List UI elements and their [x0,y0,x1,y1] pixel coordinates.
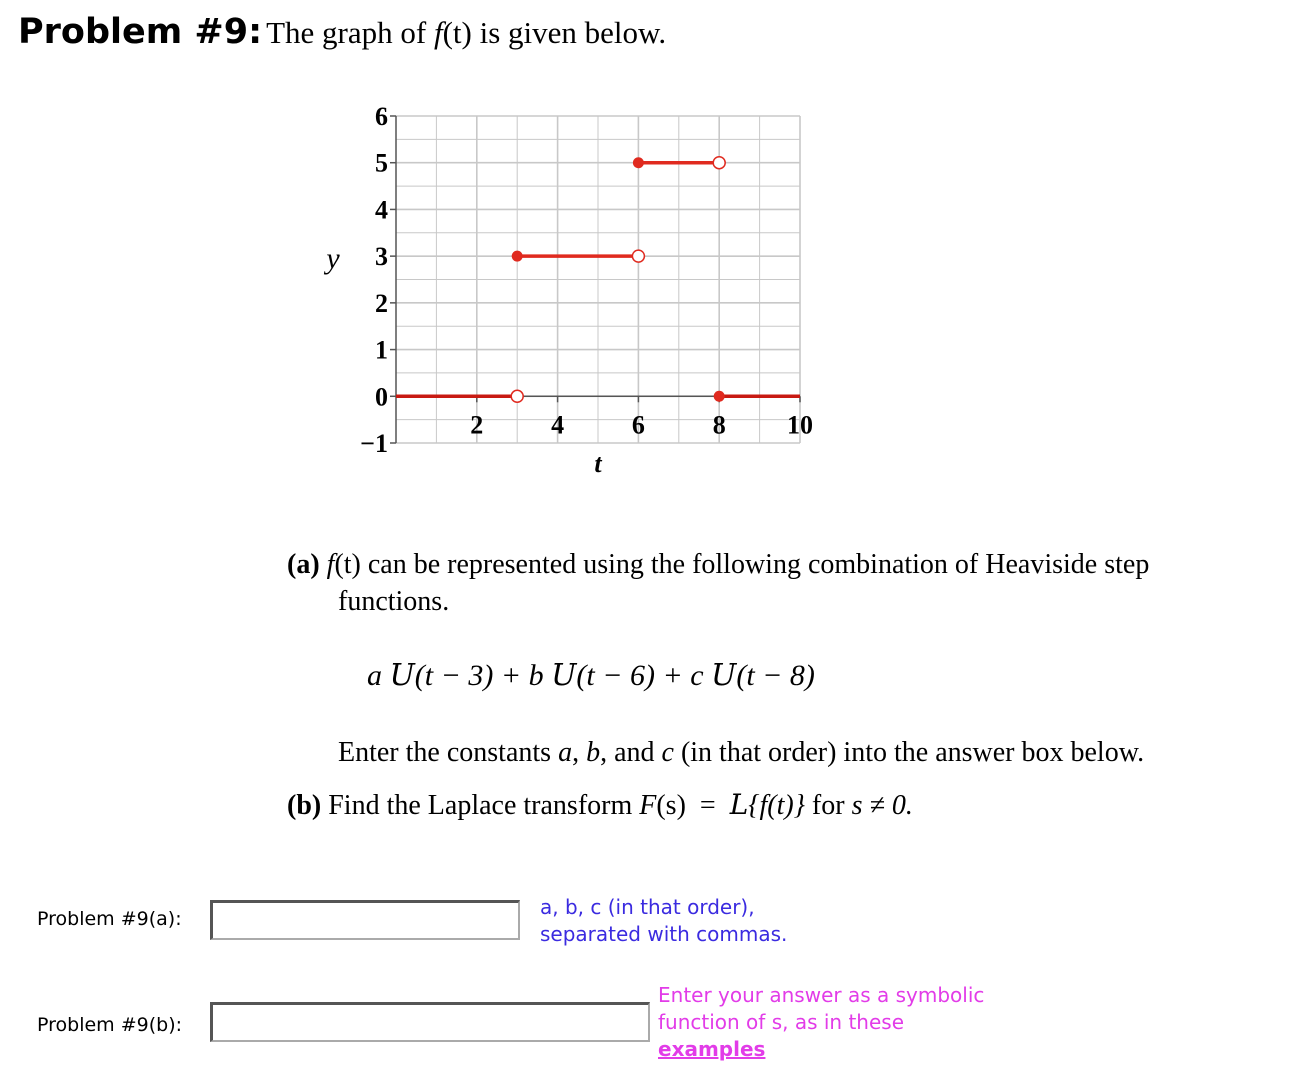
closed-endpoint [633,157,644,168]
answer-a-label: Problem #9(a): [37,908,182,930]
x-axis-label: t [594,449,602,478]
examples-link[interactable]: examples [658,1037,766,1061]
part-a-label: (a) [287,549,320,580]
y-tick-label: 5 [375,148,388,178]
part-a-instruction: Enter the constants a, b, and c (in that order) into the answer box below. [338,737,1145,768]
x-tick-label: 6 [631,410,645,440]
closed-endpoint [714,391,725,402]
x-tick-label: 4 [551,410,565,440]
answer-b-hint: Enter your answer as a symbolic function of s, as in these examples [658,983,985,1061]
open-endpoint [713,157,725,169]
open-endpoint [511,390,523,402]
answer-b-label: Problem #9(b): [37,1014,183,1036]
grid [390,116,800,443]
function-graph [0,0,1301,500]
y-tick-label: 4 [375,195,388,225]
part-b-label: (b) [287,790,322,821]
problem-number: Problem #9: [18,12,263,52]
y-tick-label: 6 [375,102,388,131]
y-tick-label: 1 [375,335,388,365]
x-tick-label: 2 [470,410,484,440]
y-tick-label: 3 [375,242,388,272]
part-b-statement: (b) Find the Laplace transform F(s) = L{f(t)} for s ≠ 0. [287,788,913,821]
closed-endpoint [512,251,523,262]
answer-a-input[interactable] [210,900,520,940]
open-endpoint [632,250,644,262]
x-tick-label: 8 [712,410,726,440]
part-a-statement: (a) f(t) can be represented using the following combination of Heaviside step [287,549,1150,580]
y-tick-label: 0 [375,382,388,412]
heaviside-formula: a U(t − 3) + b U(t − 6) + c U(t − 8) [367,658,815,693]
x-tick-label: 10 [787,410,813,440]
problem-intro: The graph of f(t) is given below. [266,15,667,50]
y-tick-label: −1 [360,429,388,458]
answer-b-input[interactable] [210,1002,650,1042]
answer-a-hint: a, b, c (in that order), separated with commas. [540,895,788,946]
y-axis-label: y [326,242,340,275]
y-tick-label: 2 [375,288,388,318]
part-a-statement-cont: functions. [338,586,450,617]
